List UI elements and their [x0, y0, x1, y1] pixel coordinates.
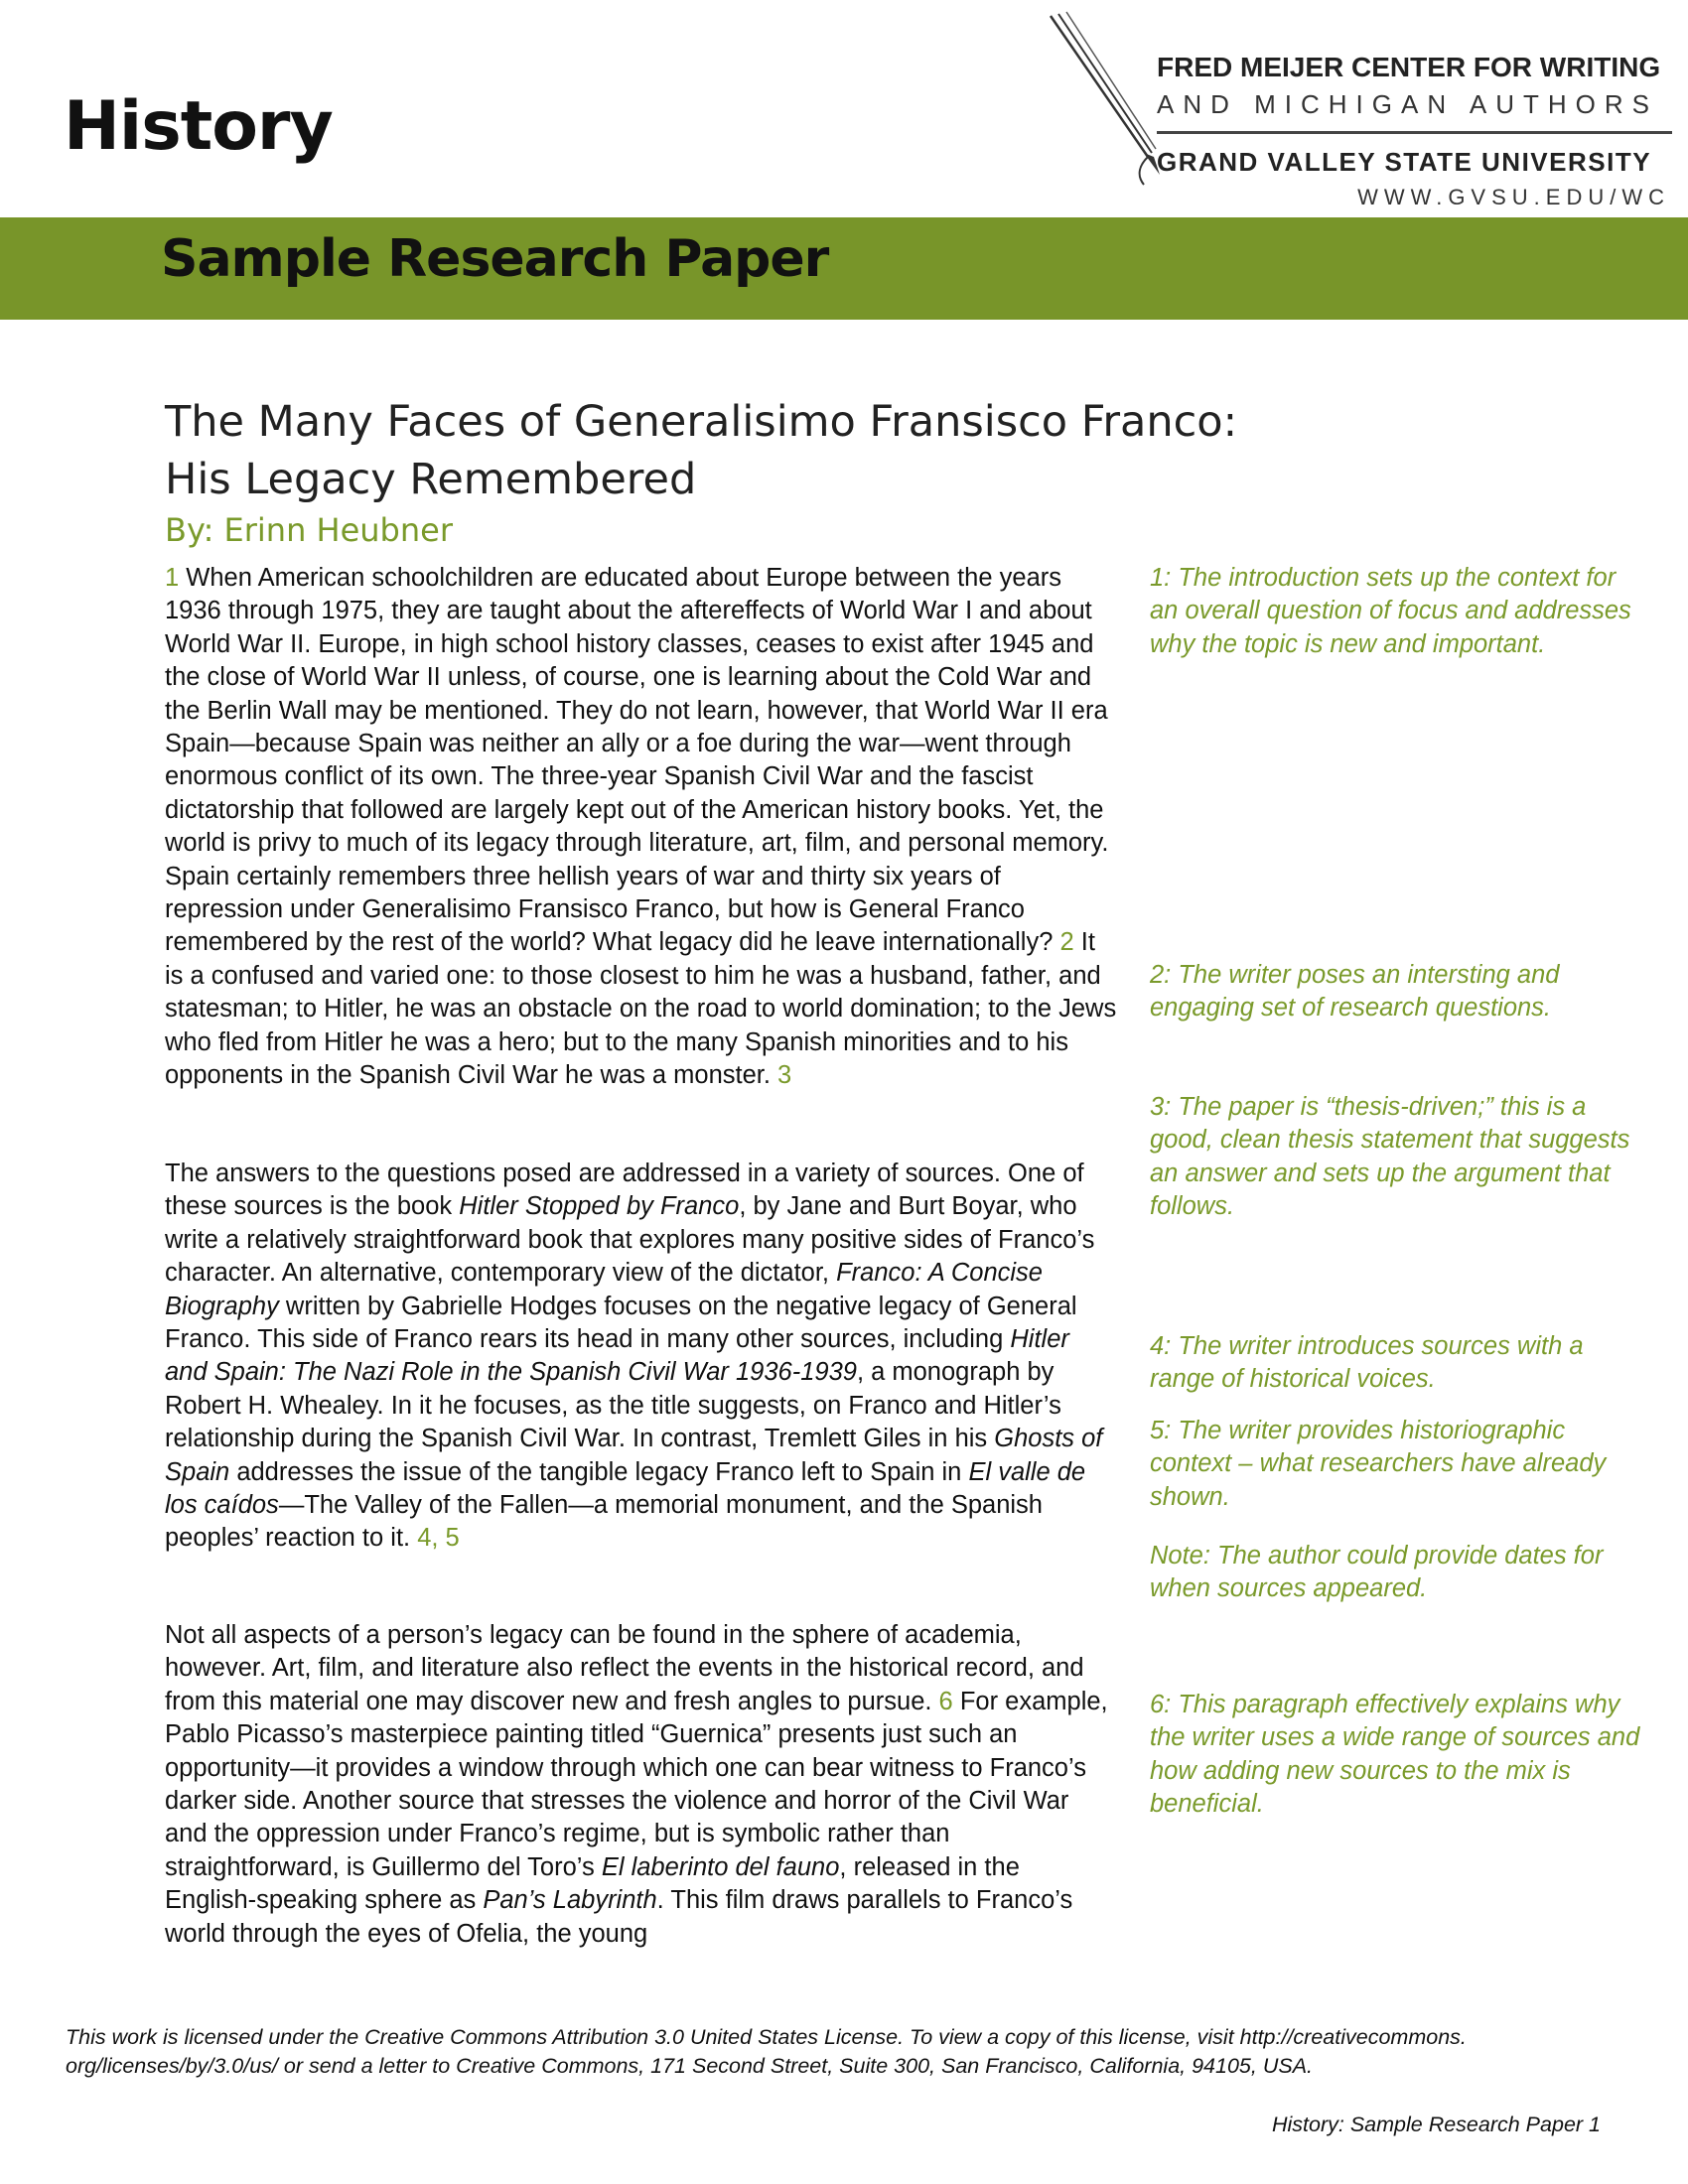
- logo-line-writing-center: FRED MEIJER CENTER FOR WRITING: [1157, 52, 1661, 82]
- body-paragraph-3: [165, 1619, 1118, 1951]
- logo-line-university: GRAND VALLEY STATE UNIVERSITY: [1157, 147, 1652, 177]
- title-banner: [0, 217, 1688, 320]
- paragraph-2-text-6: —The Valley of the Fallen—a memorial monument, and the Spanish peoples’ reaction to it.: [165, 1491, 1043, 1553]
- paragraph-2-text-3: written by Gabrielle Hodges focuses on the negative legacy of General Franco. This side of Franco rears its head in many other sources, including: [165, 1292, 1077, 1354]
- logo-line-michigan-authors: AND MICHIGAN AUTHORS: [1157, 89, 1659, 119]
- margin-note-2: 2: The writer poses an intersting and engaging set of research questions.: [1150, 961, 1560, 1023]
- page-footer-label: History: Sample Research Paper 1: [1271, 2113, 1601, 2136]
- margin-note-5: 5: The writer provides historiographic context – what researchers have already shown.: [1150, 1417, 1607, 1511]
- annotation-ref-3: 3: [777, 1061, 792, 1090]
- paragraph-1-text-b: It is a confused and varied one: to those closest to him he was a husband, father, and statesman; to Hitler, he was an obstacle on the road to world domination; to the Jews who fled from Hitler he was a hero; but to the many Spanish minorities and to his opponents in the Spanish Civil War he was a monster.: [165, 928, 1117, 1090]
- paper-title-line-2: His Legacy Remembered: [165, 455, 697, 504]
- annotation-ref-2: 2: [1059, 928, 1074, 957]
- source-title-hitler-stopped: Hitler Stopped by Franco: [459, 1192, 740, 1221]
- annotation-ref-6: 6: [938, 1687, 953, 1715]
- paragraph-3-text-2: For example, Pablo Picasso’s masterpiece painting titled “Guernica” presents just such an opportunity—it provides a window through which one can bear witness to Franco’s darker side. Another source that stresses the violence and horror of the Civil War and the oppression under Franco’s regime, but is symbolic rather than straightforward, is Guillermo del Toro’s: [165, 1687, 1108, 1881]
- paragraph-2-text-2: , by Jane and Burt Boyar, who write a relatively straightforward book that explores many positive sides of Franco’s character. An alternative, contemporary view of the dictator,: [165, 1192, 1095, 1288]
- paper-title: [165, 393, 1356, 508]
- margin-note-3: 3: The paper is “thesis-driven;” this is a good, clean thesis statement that suggests an answer and sets up the argument that follows.: [1150, 1093, 1630, 1221]
- paragraph-3-text-1: Not all aspects of a person’s legacy can be found in the sphere of academia, however. Art, film, and literature also reflect the events in the historical record, and from this material one may discover new and fresh angles to pursue.: [165, 1621, 1084, 1715]
- source-title-hitler-and-spain: Hitler and Spain: The Nazi Role in the Spanish Civil War 1936-1939: [165, 1325, 1069, 1387]
- annotation-ref-1: 1: [165, 564, 180, 592]
- paragraph-2-text-5: addresses the issue of the tangible legacy Franco left to Spain in: [229, 1457, 969, 1486]
- source-title-valle-de-los-caidos: El valle de los caídos: [165, 1457, 1086, 1520]
- source-title-concise-biography: Franco: A Concise Biography: [165, 1259, 1043, 1320]
- margin-note-dates: Note: The author could provide dates for when sources appeared.: [1150, 1542, 1604, 1603]
- subject-heading: History: [64, 87, 333, 166]
- license-notice: This work is licensed under the Creative Commons Attribution 3.0 United States License. To view a copy of this license, visit http://creativecommons. org/licenses/by/3.0/us/ or send a letter to Creative Commons, 171 Second Street, Suite 300, San Francisco, California, 94105, USA.: [66, 2025, 1467, 2078]
- body-paragraph-1: [165, 562, 1118, 1093]
- logo-line-website: WWW.GVSU.EDU/WC: [1357, 185, 1670, 209]
- source-title-ghosts-of-spain: Ghosts of Spain: [165, 1425, 1103, 1486]
- margin-note-6: 6: This paragraph effectively explains why the writer uses a wide range of sources and how adding new sources to the mix is beneficial.: [1150, 1691, 1640, 1819]
- banner-title: Sample Research Paper: [161, 229, 829, 289]
- fred-meijer-center-logo: [1045, 8, 1680, 216]
- paragraph-2-text-4: , a monograph by Robert H. Whealey. In it he focuses, as the title suggests, on Franco and Hitler’s relationship during the Spanish Civil War. In contrast, Tremlett Giles in his: [165, 1358, 1061, 1453]
- film-title-pans-labyrinth: Pan’s Labyrinth: [483, 1886, 657, 1915]
- paragraph-3-text-4: . This film draws parallels to Franco’s world through the eyes of Ofelia, the young: [165, 1886, 1073, 1948]
- margin-note-4: 4: The writer introduces sources with a range of historical voices.: [1150, 1332, 1584, 1394]
- annotation-ref-4-5: 4, 5: [417, 1524, 460, 1553]
- paragraph-1-text-a: When American schoolchildren are educated about Europe between the years 1936 through 1975, they are taught about the aftereffects of World War I and about World War II. Europe, in high school history classes, ceases to exist after 1945 and the close of World War II unless, of course, one is learning about the Cold War and the Berlin Wall may be mentioned. They do not learn, however, that World War II era Spain—because Spain was neither an ally or a foe during the war—went through enormous conflict of its own. The three-year Spanish Civil War and the fascist dictatorship that followed are largely kept out of the American history books. Yet, the world is privy to much of its legacy through literature, art, film, and personal memory. Spain certainly remembers three hellish years of war and thirty six years of repression under Generalisimo Fransisco Franco, but how is General Franco remembered by the rest of the world? What legacy did he leave internationally?: [165, 564, 1109, 957]
- logo-divider: [1157, 131, 1672, 134]
- paper-title-line-1: The Many Faces of Generalisimo Fransisco Franco:: [165, 397, 1238, 447]
- film-title-laberinto: El laberinto del fauno: [601, 1852, 840, 1881]
- body-paragraph-2: [165, 1158, 1118, 1556]
- pen-nib-icon: [1045, 8, 1164, 206]
- paragraph-2-text-1: The answers to the questions posed are addressed in a variety of sources. One of these sources is the book: [165, 1160, 1084, 1221]
- paragraph-3-text-3: , released in the English-speaking sphere as: [165, 1852, 1020, 1915]
- author-byline: By: Erinn Heubner: [165, 511, 453, 549]
- margin-note-1: 1: The introduction sets up the context for an overall question of focus and addresses why the topic is new and important.: [1150, 564, 1631, 658]
